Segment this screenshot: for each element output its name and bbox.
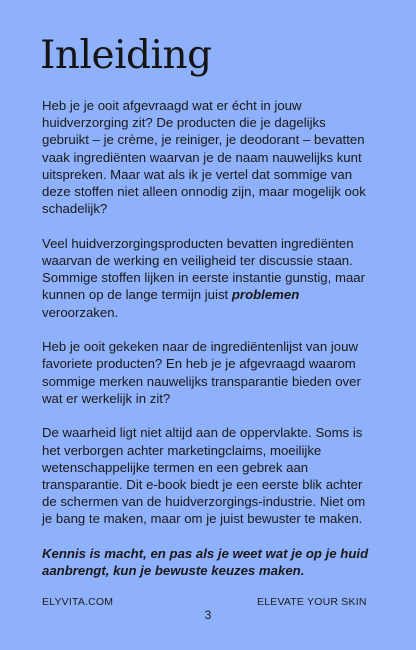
- paragraph-truth: De waarheid ligt niet altijd aan de oppervlakte. Soms is het verborgen achter marketingclaims, moeilijke wetenschappelijke termen en een gebrek aan transparantie. Dit e-book biedt je een eerste blik achter de schermen van de huidverzorgings-industrie. Niet om je bang te maken, maar om je juist bewuster te maken.: [42, 425, 366, 527]
- footer-tagline: ELEVATE YOUR SKIN: [257, 596, 367, 608]
- emphasis-problemen: problemen: [231, 287, 300, 303]
- closing-statement: Kennis is macht, en pas als je weet wat je op je huid aanbrengt, kun je bewuste keuzes maken.: [42, 546, 369, 579]
- paragraph-intro: Heb je je ooit afgevraagd wat er écht in jouw huidverzorging zit? De producten die je dagelijks gebruikt – je crème, je reiniger, je deodorant – bevatten vaak ingrediënten waarvan je de naam nauwelijks kunt uitspreken. Maar wat als ik je vertel dat sommige van deze stoffen niet alleen onnodig zijn, maar mogelijk ook schadelijk?: [42, 98, 366, 217]
- paragraph-questions: Heb je ooit gekeken naar de ingrediëntenlijst van jouw favoriete producten? En heb je je afgevraagd waarom sommige merken nauwelijks transparantie bieden over wat er werkelijk in zit?: [42, 339, 361, 406]
- paragraph-ingredients-start: Veel huidverzorgingsproducten bevatten ingrediënten waarvan de werking en veiligheid ter discussie staan. Sommige stoffen lijken in eerste instantie gunstig, maar kunnen op de lange termijn juist: [42, 235, 366, 303]
- page-title: Inleiding: [40, 33, 212, 78]
- body-text: [42, 97, 376, 597]
- paragraph-ingredients-end: veroorzaken.: [42, 304, 119, 320]
- footer-website: ELYVITA.COM: [42, 596, 114, 608]
- paragraph-ingredients: [42, 235, 376, 321]
- page-number: 3: [204, 608, 212, 622]
